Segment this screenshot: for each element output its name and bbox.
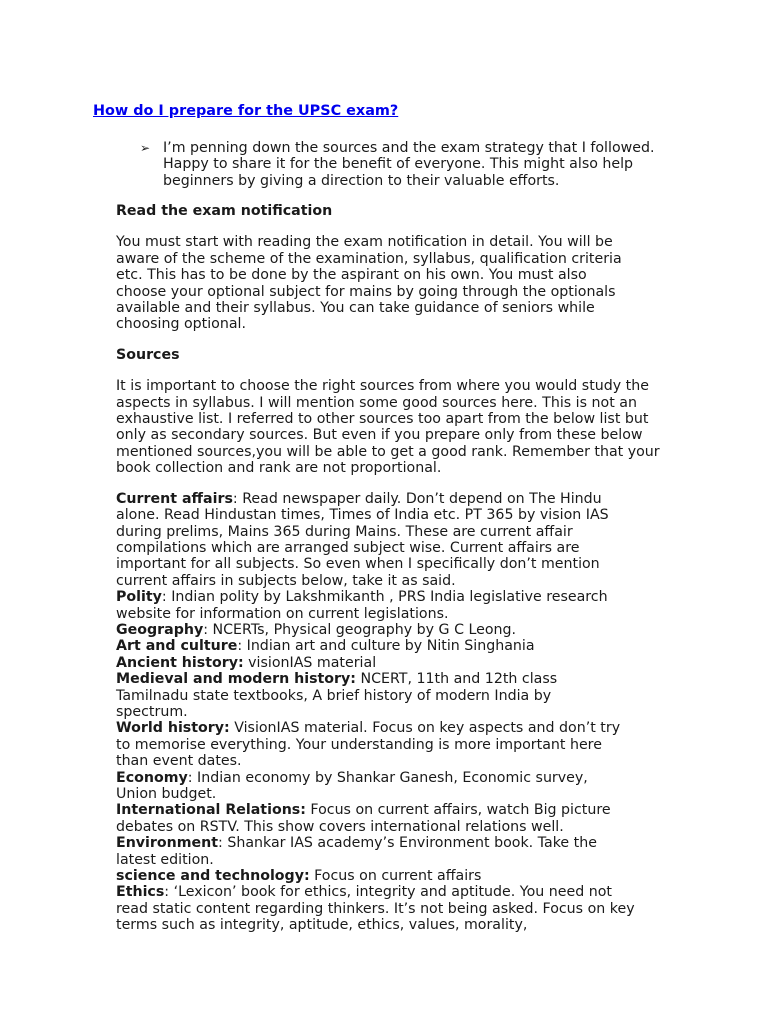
- entry-label: science and technology:: [116, 868, 310, 885]
- entry-current-affairs: [116, 491, 634, 589]
- entry-text: : Indian polity by Lakshmikanth , PRS India legislative research website for information on current legislations.: [116, 589, 608, 622]
- entry-label: World history:: [116, 720, 230, 737]
- title-link[interactable]: How do I prepare for the UPSC exam?: [93, 103, 399, 119]
- entry-ancient-history: [116, 655, 686, 671]
- entry-geography: [116, 622, 686, 638]
- entry-label: Environment: [116, 835, 219, 852]
- entry-ethics: [116, 884, 641, 933]
- entry-label: Current affairs: [116, 490, 233, 507]
- entry-text: : Read newspaper daily. Don’t depend on The Hindu alone. Read Hindustan times, Times of India etc. PT 365 by vision IAS during prelims, Mains 365 during Mains. These are current affair compilations which are arranged subject wise. Current affairs are important for all subjects. So even when I specifically don’t mention current affairs in subjects below, take it as said.: [116, 490, 609, 589]
- entry-text: : Shankar IAS academy’s Environment book. Take the latest edition.: [116, 835, 597, 868]
- entry-label: Medieval and modern history:: [116, 671, 356, 688]
- entry-text: VisionIAS material. Focus on key aspects and don’t try to memorise everything. Your understanding is more important here than event dates.: [116, 720, 621, 770]
- entry-label: Ethics: [116, 884, 165, 901]
- entry-text: : NCERTs, Physical geography by G C Leong.: [203, 621, 517, 638]
- entry-label: Geography: [116, 621, 204, 638]
- entry-text: visionIAS material: [243, 654, 377, 671]
- entry-international-relations: [116, 802, 641, 835]
- entry-label: International Relations:: [116, 802, 306, 819]
- entry-world-history: [116, 720, 626, 769]
- entry-text: Focus on current affairs: [309, 868, 482, 885]
- intro-bullet-text: I’m penning down the sources and the exam strategy that I followed. Happy to share it for the benefit of everyone. This might also help beginners by giving a direction to their valuable efforts.: [163, 140, 655, 189]
- entry-medieval-modern-history: [116, 671, 586, 720]
- document-body: [116, 203, 686, 934]
- entry-art-and-culture: [116, 638, 686, 654]
- entry-economy: [116, 770, 616, 803]
- arrow-bullet-icon: ➢: [140, 141, 151, 155]
- section-paragraph-sources: It is important to choose the right sources from where you would study the aspects in syllabus. I will mention some good sources here. This is not an exhaustive list. I referred to other sources too apart from the below list but only as secondary sources. But even if you prepare only from these below mentioned sources,you will be able to get a good rank. Remember that your book collection and rank are not proportional.: [116, 378, 660, 477]
- entry-environment: [116, 835, 631, 868]
- entry-label: Polity: [116, 589, 162, 606]
- section-heading-sources: Sources: [116, 346, 180, 363]
- entry-polity: [116, 589, 641, 622]
- entry-text: : Indian economy by Shankar Ganesh, Economic survey, Union budget.: [116, 769, 588, 802]
- entry-text: : ‘Lexicon’ book for ethics, integrity and aptitude. You need not read static content regarding thinkers. It’s not being asked. Focus on key terms such as integrity, aptitude, ethics, values, morality,: [116, 884, 635, 934]
- entry-science-technology: [116, 868, 686, 884]
- section-heading-notification: Read the exam notification: [116, 203, 333, 219]
- entry-label: Economy: [116, 769, 188, 786]
- entry-text: NCERT, 11th and 12th class Tamilnadu state textbooks, A brief history of modern India by spectrum.: [116, 671, 558, 720]
- entry-text: : Indian art and culture by Nitin Singhania: [237, 638, 535, 655]
- section-paragraph-notification: You must start with reading the exam notification in detail. You will be aware of the scheme of the examination, syllabus, qualification criteria etc. This has to be done by the aspirant on his own. You must also choose your optional subject for mains by going through the optionals available and their syllabus. You can take guidance of seniors while choosing optional.: [116, 234, 622, 333]
- entry-label: Art and culture: [116, 638, 238, 655]
- entry-label: Ancient history:: [116, 654, 244, 671]
- entry-text: Focus on current affairs, watch Big picture debates on RSTV. This show covers international relations well.: [116, 802, 611, 835]
